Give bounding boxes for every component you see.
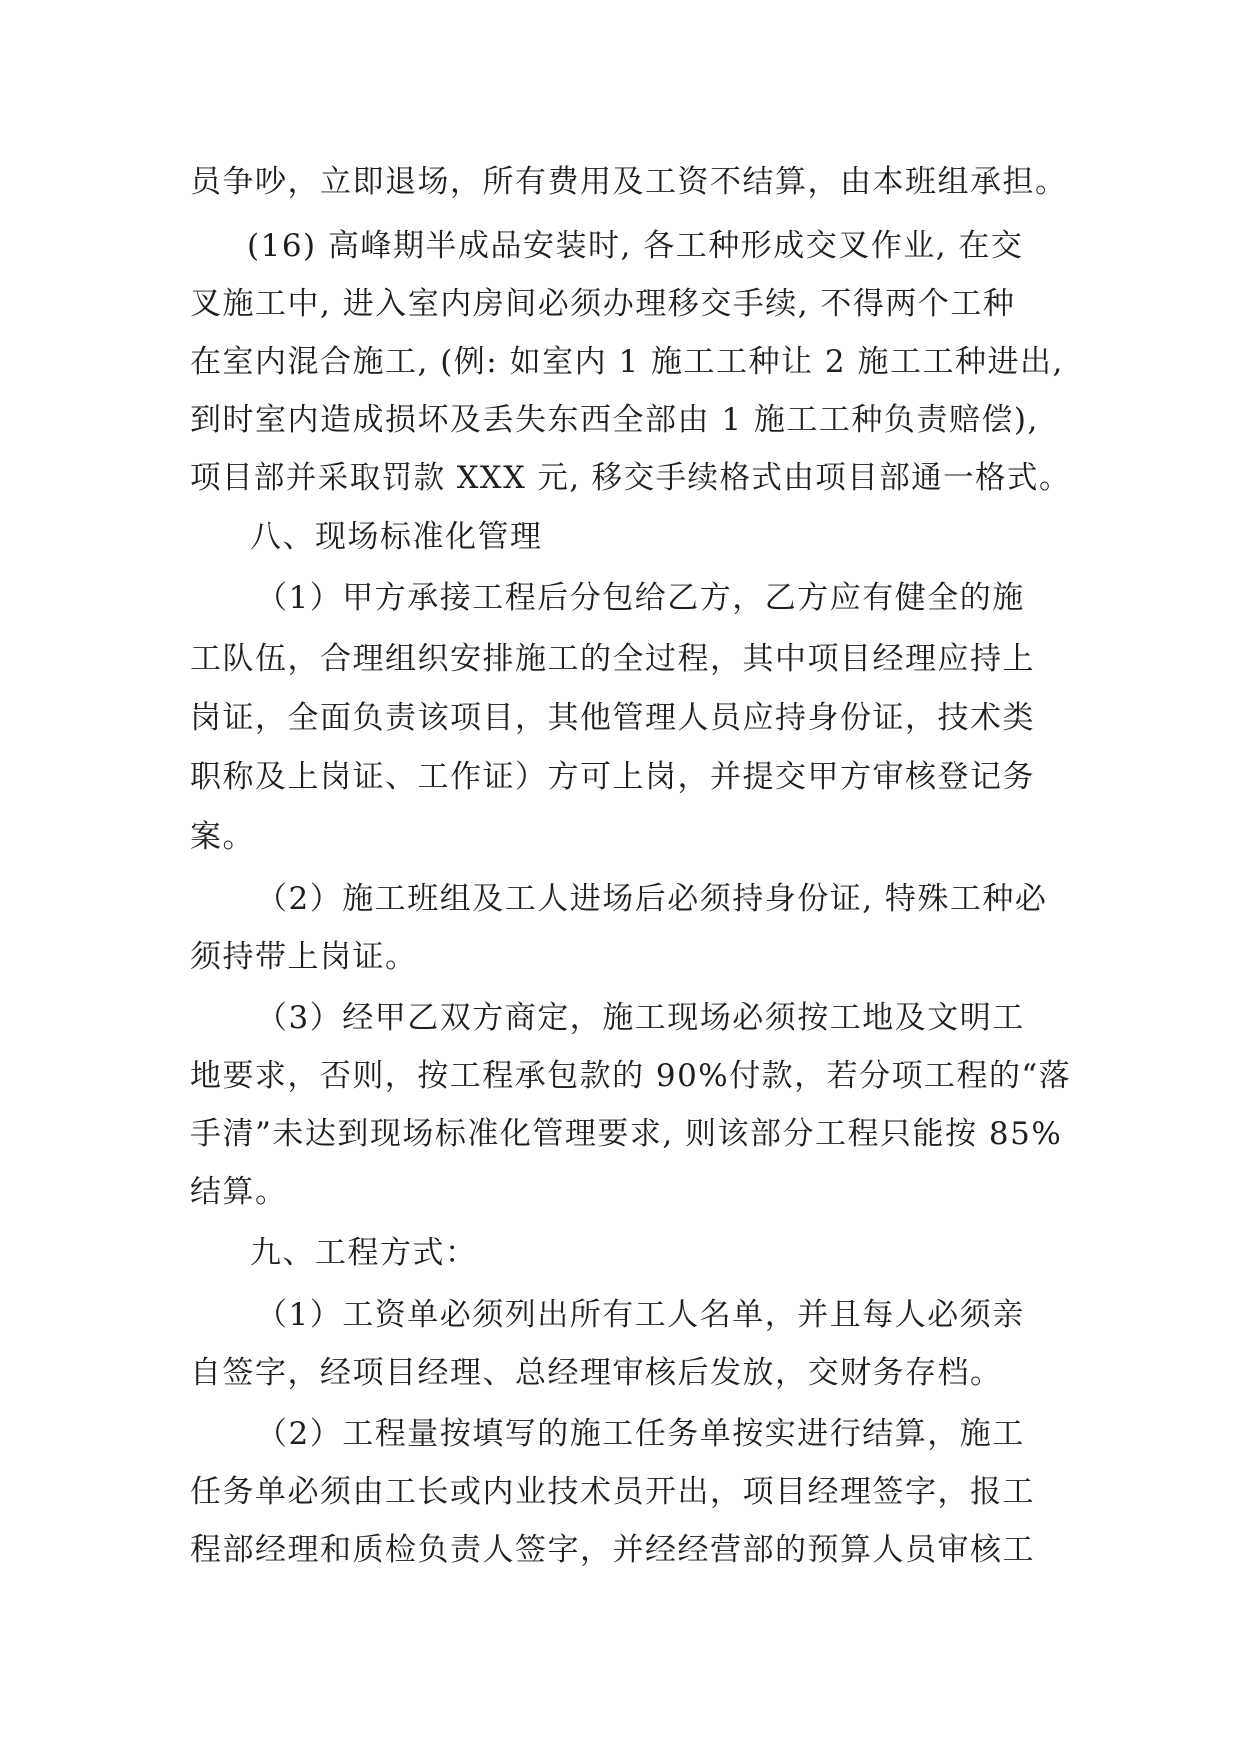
paragraph-line: （1）工资单必须列出所有工人名单，并且每人必须亲 [256,1297,1025,1333]
section-heading: 八、现场标准化管理 [250,519,543,555]
paragraph-line: 须持带上岗证。 [190,939,418,975]
section-heading: 九、工程方式： [250,1235,478,1271]
paragraph-line: 员争吵，立即退场，所有费用及工资不结算，由本班组承担。 [190,164,1068,200]
paragraph-line: 叉施工中, 进入室内房间必须办理移交手续, 不得两个工种 [190,286,1016,322]
paragraph-line: 在室内混合施工, (例: 如室内 1 施工工种让 2 施工工种进出, [190,344,1064,380]
paragraph-line: 项目部并采取罚款 XXX 元, 移交手续格式由项目部通一格式。 [190,460,1071,496]
paragraph-line: 自签字，经项目经理、总经理审核后发放，交财务存档。 [190,1355,1003,1391]
paragraph-line: 地要求，否则，按工程承包款的 90%付款，若分项工程的“落 [190,1058,1072,1094]
paragraph-line: 手清”未达到现场标准化管理要求, 则该部分工程只能按 85% [190,1116,1063,1152]
paragraph-line: 到时室内造成损坏及丢失东西全部由 1 施工工种负责赔偿), [190,402,1039,438]
paragraph-line: 职称及上岗证、工作证）方可上岗，并提交甲方审核登记务 [190,759,1035,795]
paragraph-line: 任务单必须由工长或内业技术员开出，项目经理签字，报工 [190,1474,1035,1510]
paragraph-line: 程部经理和质检负责人签字，并经经营部的预算人员审核工 [190,1532,1035,1568]
paragraph-line: （2）施工班组及工人进场后必须持身份证, 特殊工种必 [256,881,1048,917]
paragraph-line: 工队伍，合理组织安排施工的全过程，其中项目经理应持上 [190,641,1035,677]
paragraph-line: 岗证，全面负责该项目，其他管理人员应持身份证，技术类 [190,700,1035,736]
paragraph-line: (16) 高峰期半成品安装时, 各工种形成交叉作业, 在交 [247,228,1024,264]
paragraph-line: 结算。 [190,1174,288,1210]
paragraph-line: （3）经甲乙双方商定，施工现场必须按工地及文明工 [256,1000,1025,1036]
paragraph-line: （2）工程量按填写的施工任务单按实进行结算，施工 [256,1416,1025,1452]
paragraph-line: （1）甲方承接工程后分包给乙方，乙方应有健全的施 [256,580,1025,616]
paragraph-line: 案。 [190,819,255,855]
